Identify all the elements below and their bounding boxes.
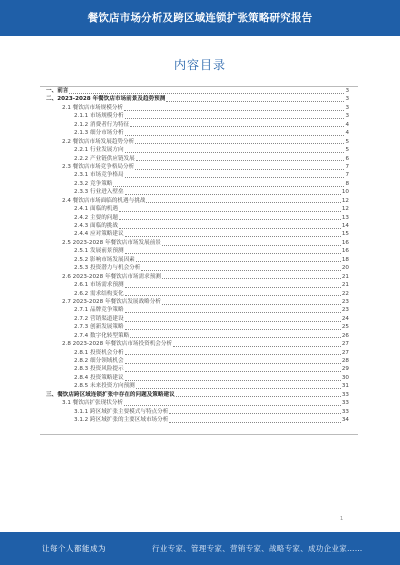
toc-entry[interactable]	[0, 247, 400, 255]
page-footer-banner	[0, 532, 400, 565]
toc-entry-page: 27	[341, 341, 349, 348]
toc-dot-leader	[125, 252, 341, 254]
toc-entry-page: 16	[341, 248, 349, 255]
toc-dot-leader	[113, 185, 344, 187]
toc-dot-leader	[125, 294, 341, 296]
toc-entry-page: 25	[341, 324, 349, 331]
toc-entry-label: 2.5 2023-2028 年餐饮店市场发展前景	[62, 239, 161, 246]
toc-entry[interactable]	[0, 357, 400, 365]
toc-dot-leader	[141, 269, 341, 271]
toc-dot-leader	[124, 109, 344, 111]
toc-entry-label: 2.4.4 应对策略建议	[74, 231, 124, 238]
toc-entry-page: 23	[341, 298, 349, 305]
toc-entry-page: 34	[341, 417, 349, 424]
toc-entry-label: 2.6.1 市场需求预测	[74, 282, 124, 289]
toc-dot-leader	[125, 362, 341, 364]
toc-dot-leader	[136, 260, 341, 262]
toc-entry[interactable]	[0, 197, 400, 205]
toc-dot-leader	[125, 311, 341, 313]
toc-entry-page: 12	[341, 206, 349, 213]
toc-dot-leader	[125, 134, 345, 136]
report-title: 餐饮店市场分析及跨区域连锁扩张策略研究报告	[87, 12, 313, 24]
toc-entry-label: 2.4.3 面临的挑战	[74, 223, 118, 229]
toc-dot-leader	[119, 227, 341, 229]
toc-entry[interactable]	[0, 146, 400, 154]
toc-entry-label: 2.8.3 投资风险提示	[74, 366, 124, 373]
toc-entry-page: 7	[345, 163, 349, 170]
toc-entry-label: 2.7.3 创新发展策略	[74, 324, 124, 331]
toc-entry-page: 12	[341, 197, 349, 204]
toc-dot-leader	[146, 201, 340, 203]
toc-entry-label: 2.4 餐饮店市场面临的机遇与挑战	[62, 197, 146, 204]
toc-entry-label: 2.3.2 竞争策略	[74, 180, 113, 187]
toc-entry-label: 2.4.1 面临的机遇	[74, 206, 118, 213]
toc-entry[interactable]	[0, 349, 400, 357]
toc-entry-page: 4	[345, 130, 349, 137]
toc-entry-page: 20	[341, 265, 349, 272]
toc-entry-label: 2.7.1 品牌竞争策略	[74, 307, 124, 314]
toc-entry[interactable]	[0, 163, 400, 171]
toc-entry[interactable]	[0, 256, 400, 264]
toc-dot-leader	[136, 159, 345, 161]
toc-entry-label: 2.4.2 主要的问题	[74, 214, 118, 221]
toc-entry[interactable]	[0, 332, 400, 340]
toc-entry[interactable]	[0, 408, 400, 416]
toc-entry-label: 2.7.4 数字化转型策略	[74, 332, 130, 339]
page-header-banner	[0, 0, 400, 36]
toc-entry-label: 2.2.2 产业链供应链发展	[74, 155, 135, 162]
toc-dot-leader	[162, 303, 341, 305]
toc-entry-label: 2.8.1 投资机会分析	[74, 349, 124, 356]
toc-entry-page: 31	[341, 383, 349, 390]
toc-entry-label: 2.7.2 营销渠道建设	[74, 315, 124, 322]
toc-entry-label: 一、前言	[46, 88, 69, 94]
toc-entry[interactable]	[0, 399, 400, 407]
toc-entry-label: 2.1 餐饮店市场规模分析	[62, 104, 124, 111]
toc-dot-leader	[125, 286, 341, 288]
footer-slogan-left: 让每个人都能成为	[42, 544, 106, 553]
toc-entry-label: 3.1.2 跨区域扩张的主要区域市场分析	[74, 417, 169, 424]
toc-dot-leader	[119, 218, 341, 220]
toc-entry[interactable]	[0, 306, 400, 314]
toc-entry-label: 2.8.2 细分领域机会	[74, 358, 124, 364]
toc-entry-label: 2.8.4 投资策略建议	[74, 374, 124, 381]
toc-entry-page: 8	[345, 180, 349, 187]
footer-slogan-right: 行业专家、管理专家、营销专家、战略专家、成功企业家……	[152, 544, 363, 553]
toc-dot-leader	[125, 320, 341, 322]
toc-dot-leader	[125, 379, 341, 381]
toc-entry-page: 26	[341, 332, 349, 339]
toc-dot-leader	[130, 336, 341, 338]
toc-dot-leader	[125, 235, 341, 237]
toc-entry-page: 21	[341, 273, 349, 280]
toc-dot-leader	[125, 370, 341, 372]
toc-entry-label: 3.1 餐饮店扩张现状分析	[62, 400, 124, 407]
toc-entry-page: 29	[341, 366, 349, 373]
toc-entry[interactable]	[0, 104, 400, 112]
toc-entry-page: 5	[345, 138, 349, 145]
toc-entry-label: 2.3.1 市场竞争格局	[74, 172, 124, 179]
toc-entry[interactable]	[0, 129, 400, 137]
toc-entry[interactable]	[0, 323, 400, 331]
toc-entry-label: 2.6 2023-2028 年餐饮店市场需求预测	[62, 273, 161, 280]
toc-entry-label: 2.6.2 需求结构变化	[74, 290, 124, 297]
toc-entry-page: 14	[341, 223, 349, 229]
toc-dot-leader	[169, 421, 341, 423]
toc-entry-label: 2.3 餐饮店市场竞争格局分析	[62, 163, 135, 170]
toc-entry-page: 33	[341, 391, 349, 398]
toc-title: 内容目录	[173, 58, 226, 72]
toc-entry-page: 33	[341, 408, 349, 415]
toc-bottom-divider	[40, 434, 358, 435]
toc-entry-page: 6	[345, 155, 349, 162]
toc-dot-leader	[173, 345, 341, 347]
toc-entry-page: 7	[345, 172, 349, 179]
toc-dot-leader	[135, 168, 344, 170]
toc-entry[interactable]	[0, 382, 400, 390]
toc-entry[interactable]	[0, 340, 400, 348]
toc-entry-page: 28	[341, 358, 349, 364]
toc-entry-label: 2.5.3 投资潜力与机会分析	[74, 265, 141, 272]
toc-entry-page: 23	[341, 307, 349, 314]
toc-dot-leader	[162, 277, 341, 279]
toc-entry-label: 2.2.1 行业发展方向	[74, 147, 124, 154]
toc-entry-label: 2.5.2 影响市场发展因素	[74, 256, 135, 263]
toc-entry[interactable]	[0, 290, 400, 298]
page-number: 1	[340, 516, 344, 522]
toc-entry-page: 24	[341, 315, 349, 322]
toc-entry-page: 3	[345, 113, 349, 120]
toc-entry-page: 3	[345, 88, 349, 94]
toc-entry[interactable]	[0, 95, 400, 103]
toc-entry[interactable]	[0, 374, 400, 382]
toc-entry[interactable]	[0, 230, 400, 238]
toc-dot-leader	[169, 412, 341, 414]
toc-entry-page: 33	[341, 400, 349, 407]
toc-entry[interactable]	[0, 205, 400, 213]
toc-entry-label: 2.1.2 消费者行为特征	[74, 121, 130, 128]
toc-dot-leader	[125, 151, 345, 153]
toc-entry-label: 2.5.1 发展前景预测	[74, 248, 124, 255]
toc-entry[interactable]	[0, 171, 400, 179]
toc-entry[interactable]	[0, 112, 400, 120]
toc-entry[interactable]	[0, 416, 400, 424]
toc-dot-leader	[124, 404, 341, 406]
toc-entry[interactable]	[0, 264, 400, 272]
toc-dot-leader	[125, 353, 341, 355]
toc-dot-leader	[136, 387, 341, 389]
toc-entry-label: 2.8 2023-2028 年餐饮店市场投资机会分析	[62, 341, 173, 348]
toc-entry[interactable]	[0, 239, 400, 247]
toc-entry-page: 15	[341, 231, 349, 238]
toc-dot-leader	[130, 125, 344, 127]
toc-entry[interactable]	[0, 87, 400, 95]
toc-entry-page: 27	[341, 349, 349, 356]
toc-entry-label: 2.1.1 市场规模分析	[74, 113, 124, 120]
toc-entry[interactable]	[0, 298, 400, 306]
toc-dot-leader	[162, 244, 341, 246]
toc-entry[interactable]	[0, 121, 400, 129]
toc-entry-page: 22	[341, 290, 349, 297]
toc-entry[interactable]	[0, 188, 400, 196]
toc-entry[interactable]	[0, 222, 400, 230]
toc-dot-leader	[125, 117, 345, 119]
toc-entry-label: 2.8.5 未来投资方向预测	[74, 383, 135, 390]
toc-entry[interactable]	[0, 391, 400, 399]
toc-entry[interactable]	[0, 155, 400, 163]
toc-dot-leader	[176, 395, 341, 397]
toc-entry-label: 三、餐饮店跨区域连锁扩张中存在的问题及策略建议	[46, 391, 175, 398]
toc-entry[interactable]	[0, 273, 400, 281]
toc-entry-page: 5	[345, 147, 349, 154]
toc-dot-leader	[125, 176, 345, 178]
toc-entry-label: 2.1.3 细分市场分析	[74, 130, 124, 137]
toc-entry-label: 二、2023-2028 年餐饮店市场前景及趋势预测	[46, 96, 166, 103]
toc-entry-label: 2.2 餐饮店市场发展趋势分析	[62, 138, 135, 145]
toc-dot-leader	[135, 142, 344, 144]
table-of-contents	[0, 87, 400, 425]
toc-entry-page: 18	[341, 256, 349, 263]
toc-entry-page: 4	[345, 121, 349, 128]
toc-entry-page: 13	[341, 214, 349, 221]
toc-entry[interactable]	[0, 365, 400, 373]
toc-entry-page: 30	[341, 374, 349, 381]
toc-entry-page: 21	[341, 282, 349, 289]
toc-entry[interactable]	[0, 315, 400, 323]
toc-entry[interactable]	[0, 180, 400, 188]
toc-dot-leader	[125, 193, 341, 195]
toc-entry-page: 3	[345, 104, 349, 111]
toc-entry-label: 2.7 2023-2028 年餐饮店发展战略分析	[62, 298, 161, 305]
toc-entry[interactable]	[0, 281, 400, 289]
toc-entry[interactable]	[0, 214, 400, 222]
toc-dot-leader	[166, 100, 344, 102]
toc-entry-page: 3	[345, 96, 349, 103]
toc-dot-leader	[119, 210, 341, 212]
toc-dot-leader	[69, 92, 344, 94]
toc-dot-leader	[125, 328, 341, 330]
toc-entry[interactable]	[0, 138, 400, 146]
toc-entry-label: 3.1.1 跨区域扩张主要模式与特点分析	[74, 408, 169, 415]
toc-entry-label: 2.3.3 行业进入壁垒	[74, 189, 124, 196]
toc-entry-page: 16	[341, 239, 349, 246]
toc-entry-page: 10	[341, 189, 349, 196]
